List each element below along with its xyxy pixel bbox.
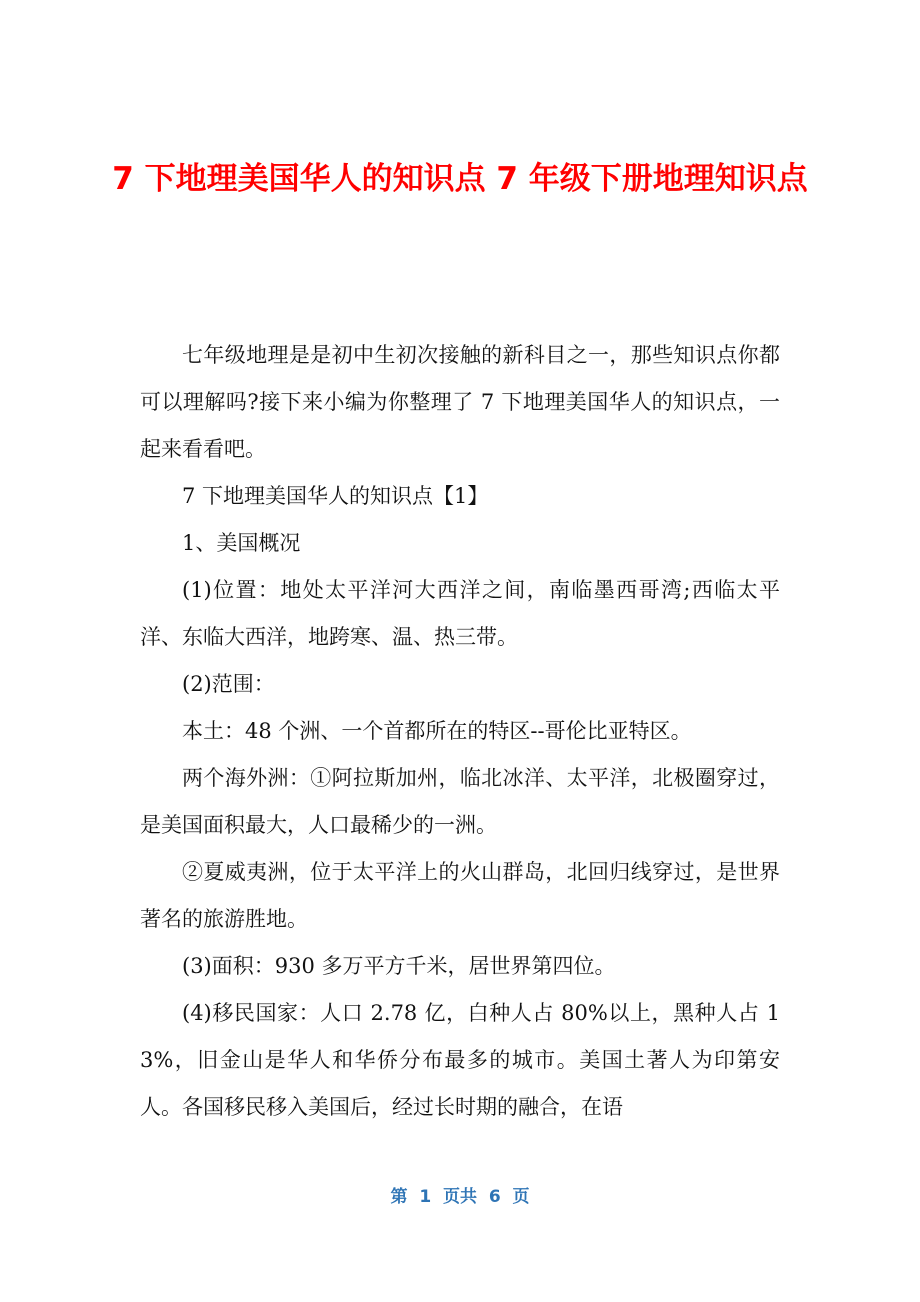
section-heading: 7 下地理美国华人的知识点【1】 — [182, 484, 489, 508]
paragraph-location: (1)位置：地处太平洋河大西洋之间，南临墨西哥湾;西临太平洋、东临大西洋，地跨寒、温、热三带。 — [140, 578, 780, 649]
paragraph-intro: 七年级地理是是初中生初次接触的新科目之一，那些知识点你都可以理解吗?接下来小编为你整理了 7 下地理美国华人的知识点，一起来看看吧。 — [140, 343, 780, 461]
paragraph-immigration: (4)移民国家：人口 2.78 亿，白种人占 80%以上，黑种人占 13%，旧金山是华人和华侨分布最多的城市。美国土著人为印第安人。各国移民移入美国后，经过长时期的融合，在语 — [140, 1001, 780, 1119]
document-body — [140, 332, 780, 1131]
paragraph-range-heading: (2)范围： — [182, 672, 275, 696]
document-title: 7 下地理美国华人的知识点 7 年级下册地理知识点 — [112, 161, 808, 197]
paragraph-area: (3)面积：930 多万平方千米，居世界第四位。 — [182, 954, 616, 978]
paragraph-mainland: 本土：48 个洲、一个首都所在的特区--哥伦比亚特区。 — [182, 719, 692, 743]
page-footer: 第 1 页共 6 页 — [390, 1187, 530, 1207]
paragraph-overseas-states: 两个海外洲：①阿拉斯加州，临北冰洋、太平洋，北极圈穿过，是美国面积最大，人口最稀少的一洲。 — [140, 766, 780, 837]
subsection-heading: 1、美国概况 — [182, 531, 301, 555]
paragraph-hawaii: ②夏威夷洲，位于太平洋上的火山群岛，北回归线穿过，是世界著名的旅游胜地。 — [140, 860, 780, 931]
